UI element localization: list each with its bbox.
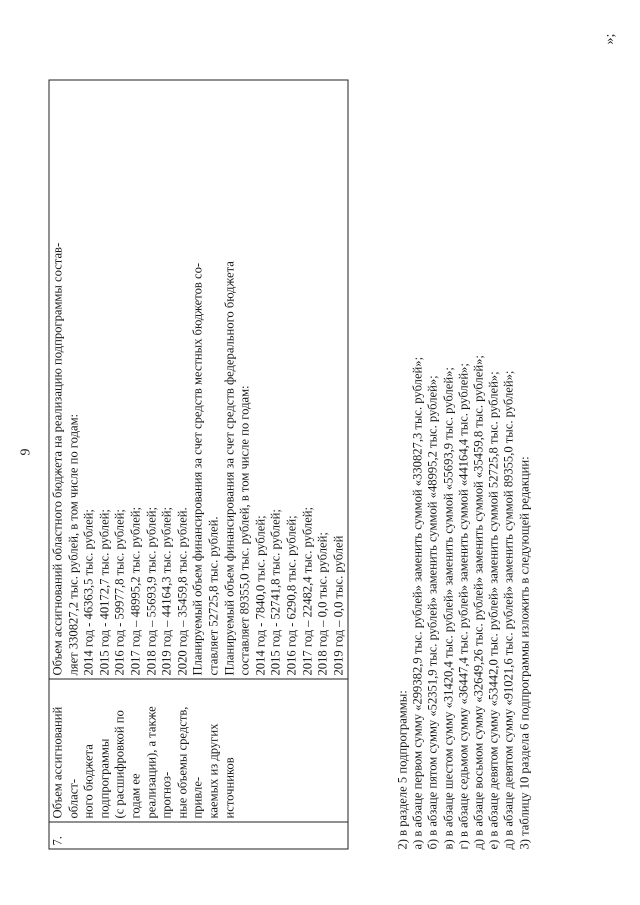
content-line: 2014 год - 46363,5 тыс. рублей;: [81, 509, 96, 676]
content-line: ставляет 52725,8 тыс. рублей.: [206, 516, 221, 676]
subprogram-passport-table: [49, 80, 349, 850]
content-line: 2016 год - 59977,8 тыс. рублей;: [112, 509, 127, 676]
closing-quote: »;: [602, 33, 618, 45]
content-line: 2020 год – 35459,8 тыс. рублей.: [175, 507, 190, 676]
amendment-item: г) в абзаце седьмом сумму «36447,4 тыс. рублей» заменить суммой «44164,4 тыс. рублей»;: [456, 363, 471, 850]
row-number: 7.: [49, 822, 348, 849]
content-line: 2016 год - 6290,8 тыс. рублей;: [284, 515, 299, 676]
row-label: [49, 679, 348, 822]
content-line: 2017 год – 48995,2 тыс. рублей;: [128, 506, 143, 676]
amendment-item: е) в абзаце девятом сумму «53442,0 тыс. рублей» заменить суммой 52725,8 тыс. рублей»;: [486, 371, 501, 850]
content-line: Объем ассигнований областного бюджета на реализацию подпрограммы состав-: [50, 242, 65, 676]
row-label-line: ные объемы средств, привле-: [175, 706, 205, 819]
content-line: составляет 89355,0 тыс. рублей, в том числе по годам:: [237, 385, 252, 676]
amendment-list: [396, 355, 533, 849]
document-page: [1, 0, 640, 905]
row-label-line: Объем ассигнований област-: [50, 706, 81, 819]
amendment-item: в) в абзаце шестом сумму «31420,4 тыс. рублей» заменить суммой «55693,9 тыс. рублей»;: [441, 367, 456, 850]
amendment-item: б) в абзаце пятом сумму «52351,9 тыс. рублей» заменить суммой «48995,2 тыс. рублей»;: [425, 375, 440, 850]
row-label-line: ного бюджета подпрограммы: [81, 738, 112, 819]
page-number: 9: [18, 448, 34, 456]
content-line: 2015 год - 52741,8 тыс. рублей;: [268, 509, 283, 676]
content-line: Планируемый объем финансирования за счет средств федерального бюджета: [222, 261, 237, 676]
table-row: [49, 80, 348, 849]
amendment-item: 2) в разделе 5 подпрограммы:: [395, 690, 410, 850]
amendment-item: 3) таблицу 10 раздела 6 подпрограммы изложить в следующей редакции:: [517, 456, 532, 850]
content-line: 2018 год – 0,0 тыс. рублей;: [315, 532, 330, 676]
row-content: [49, 80, 348, 679]
content-line: 2019 год – 44164,3 тыс. рублей;: [159, 506, 174, 676]
amendment-item: д) в абзаце девятом сумму «91021,6 тыс. рублей» заменить суммой 89355,0 тыс. рублей»;: [501, 370, 516, 850]
content-line: 2014 год - 7840,0 тыс. рублей;: [253, 515, 268, 676]
content-line: 2018 год – 55693,9 тыс. рублей;: [144, 506, 159, 676]
row-label-line: каемых из других источников: [206, 723, 237, 819]
content-line: 2015 год - 40172,7 тыс. рублей;: [97, 509, 112, 676]
amendment-item: д) в абзаце восьмом сумму «32649,26 тыс. рублей» заменить суммой «35459,8 тыс. рублей»;: [471, 355, 486, 850]
content-line: 2017 год – 22482,4 тыс. рублей;: [300, 506, 314, 676]
amendment-item: а) в абзаце первом сумму «299382,9 тыс. рублей» заменить суммой «330827,3 тыс. рублей»;: [410, 356, 425, 850]
row-label-line: реализации), а также прогноз-: [144, 706, 174, 819]
content-line: Планируемый объем финансирования за счет средств местных бюджетов со-: [190, 262, 205, 676]
content-line: 2019 год – 0,0 тыс. рублей: [331, 535, 346, 676]
row-label-line: (с расшифровкой по годам ее: [112, 710, 143, 819]
content-line: ляет 330827,2 тыс. рублей, в том числе по годам:: [66, 413, 81, 676]
